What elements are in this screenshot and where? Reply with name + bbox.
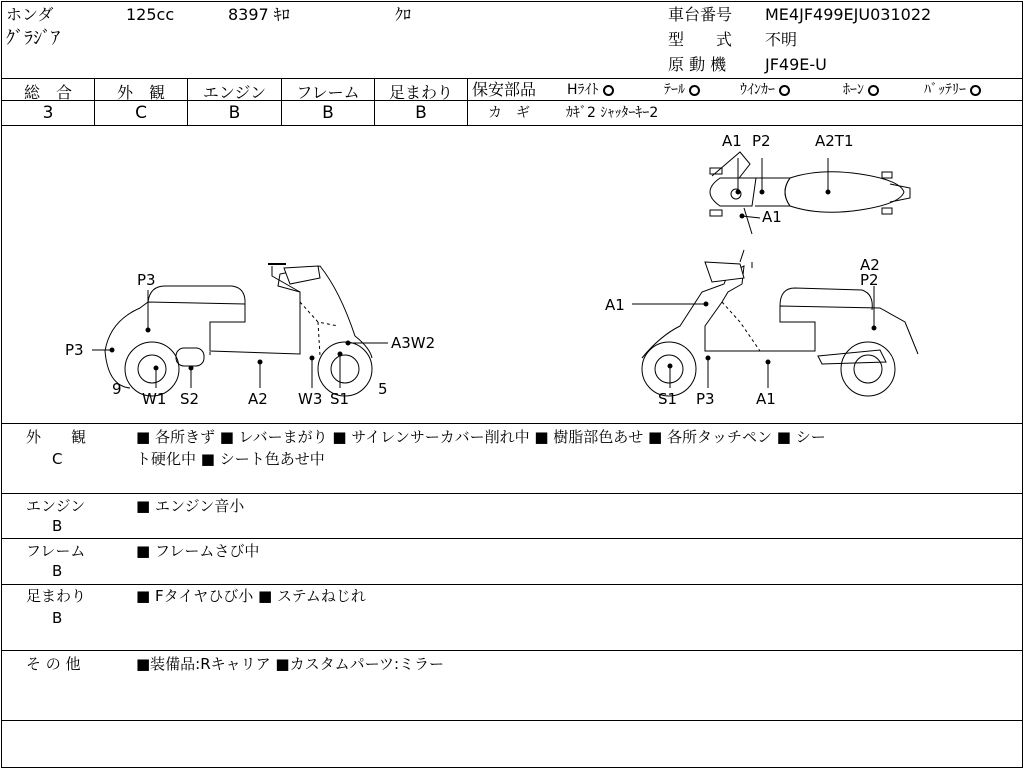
displacement: 125cc bbox=[126, 5, 175, 24]
diagram-label: S1 bbox=[330, 390, 350, 408]
ok-circle-icon bbox=[868, 85, 879, 96]
safety-item-winker: ｳｲﾝｶｰ bbox=[740, 82, 790, 98]
remark-label-frame: フレーム bbox=[26, 542, 86, 560]
maker: ホンダ bbox=[6, 5, 54, 24]
remark-grade-frame: B bbox=[52, 562, 63, 580]
rule bbox=[1, 78, 1023, 79]
diagram-label: 5 bbox=[378, 380, 388, 398]
frame-number-label: 車台番号 bbox=[668, 5, 733, 24]
grade-value-suspension: B bbox=[415, 103, 427, 123]
remark-text-frame: ■ フレームさび中 bbox=[136, 542, 260, 560]
diagram-label: A2 bbox=[248, 390, 268, 408]
diagram-label: P2 bbox=[752, 132, 771, 150]
grade-label-exterior: 外 観 bbox=[116, 83, 165, 102]
rule bbox=[1, 584, 1023, 585]
ok-circle-icon bbox=[779, 85, 790, 96]
key-value: ｶｷﾞ2 ｼｬｯﾀｰｷｰ2 bbox=[566, 105, 659, 121]
remark-text-exterior: ■ 各所きず ■ レバーまがり ■ サイレンサーカバー削れ中 ■ 樹脂部色あせ ■ 各所タッチペン ■ シー bbox=[136, 428, 826, 446]
safety-item-tail: ﾃｰﾙ bbox=[664, 82, 700, 98]
remark-grade-suspension: B bbox=[52, 609, 63, 627]
diagram-label: A3W2 bbox=[391, 334, 436, 352]
rule bbox=[1, 493, 1023, 494]
ok-circle-icon bbox=[689, 85, 700, 96]
ok-circle-icon bbox=[603, 85, 614, 96]
type-value: 不明 bbox=[765, 30, 798, 49]
diagram-label: W3 bbox=[298, 390, 323, 408]
safety-item-battery: ﾊﾞｯﾃﾘｰ bbox=[924, 82, 981, 98]
grade-label-frame: フレーム bbox=[296, 83, 360, 102]
remark-label-exterior: 外 観 bbox=[26, 428, 87, 446]
diagram-label: P2 bbox=[860, 271, 879, 289]
diagram-label: A1 bbox=[762, 208, 782, 226]
key-label: カ ギ bbox=[488, 105, 530, 121]
safety-label: 保安部品 bbox=[472, 80, 537, 99]
safety-item-headlight: Hﾗｲﾄ bbox=[567, 82, 614, 98]
remark-text-other: ■装備品:Rキャリア ■カスタムパーツ:ミラー bbox=[136, 655, 445, 673]
safety-item-horn: ﾎｰﾝ bbox=[843, 82, 879, 98]
remark-grade-engine: B bbox=[52, 517, 63, 535]
color: ｸﾛ bbox=[395, 5, 412, 24]
diagram-label: A1 bbox=[605, 296, 625, 314]
grade-label-overall: 総 合 bbox=[23, 83, 72, 102]
model-name: ｸﾞﾗｼﾞｱ bbox=[6, 28, 60, 49]
remark-label-suspension: 足まわり bbox=[26, 587, 87, 605]
diagram-label: P3 bbox=[137, 271, 156, 289]
remark-label-other: そ の 他 bbox=[26, 655, 81, 673]
frame-number-value: ME4JF499EJU031022 bbox=[765, 5, 932, 24]
engine-label: 原 動 機 bbox=[668, 55, 727, 74]
diagram-label: A1 bbox=[756, 390, 776, 408]
remark-text-exterior: ト硬化中 ■ シート色あせ中 bbox=[136, 450, 325, 468]
grade-value-frame: B bbox=[322, 103, 334, 123]
rule bbox=[1, 650, 1023, 651]
rule bbox=[1, 538, 1023, 539]
diagram-label: P3 bbox=[696, 390, 715, 408]
remark-text-suspension: ■ Fタイヤひび小 ■ ステムねじれ bbox=[136, 587, 366, 605]
type-label: 型 式 bbox=[668, 30, 733, 49]
diagram-label: 9 bbox=[112, 380, 122, 398]
diagram-label: S1 bbox=[658, 390, 678, 408]
grade-value-overall: 3 bbox=[42, 103, 54, 123]
ok-circle-icon bbox=[970, 85, 981, 96]
remark-text-engine: ■ エンジン音小 bbox=[136, 497, 245, 515]
grade-value-exterior: C bbox=[135, 103, 147, 123]
grade-label-engine: エンジン bbox=[202, 83, 267, 102]
remark-label-engine: エンジン bbox=[26, 497, 86, 515]
grade-value-engine: B bbox=[228, 103, 241, 123]
diagram-label: W1 bbox=[142, 390, 167, 408]
rule bbox=[467, 78, 468, 125]
diagram-label: A2 bbox=[860, 256, 880, 274]
diagram-label: A1 bbox=[722, 132, 742, 150]
diagram-label: S2 bbox=[180, 390, 200, 408]
rule bbox=[1, 720, 1023, 721]
grade-label-suspension: 足まわり bbox=[388, 83, 453, 102]
mileage: 8397 ｷﾛ bbox=[228, 5, 290, 24]
remark-grade-exterior: C bbox=[52, 450, 63, 468]
diagram-label: P3 bbox=[65, 341, 84, 359]
diagram-label: A2T1 bbox=[815, 132, 854, 150]
engine-value: JF49E-U bbox=[765, 55, 827, 74]
